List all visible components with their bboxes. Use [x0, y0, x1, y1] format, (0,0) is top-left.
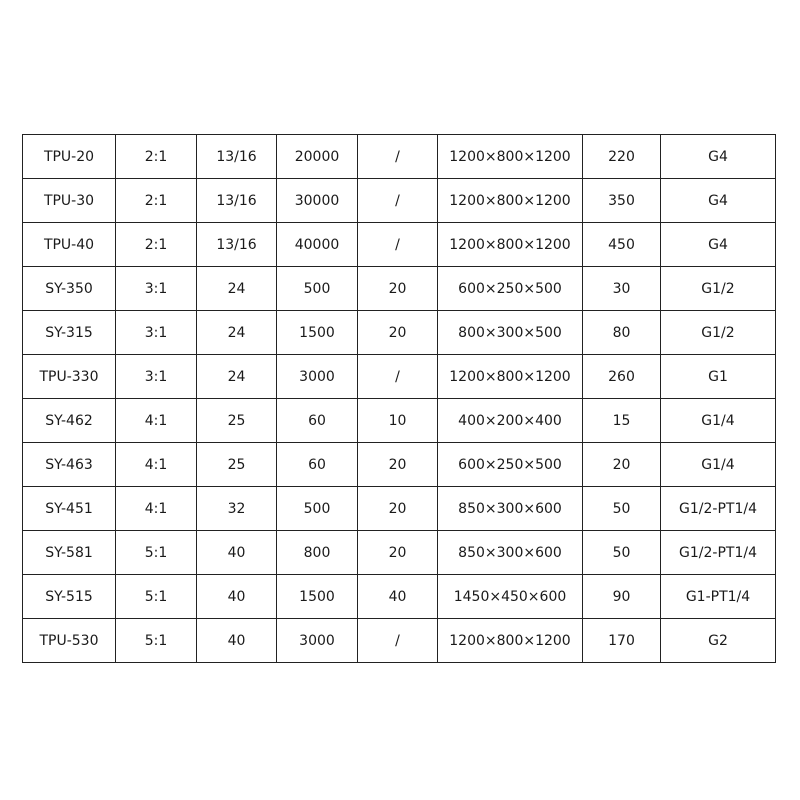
table-row	[23, 575, 776, 619]
weight-cell: 170	[583, 619, 661, 663]
volume-cell: 500	[277, 267, 358, 311]
model-cell: SY-515	[23, 575, 116, 619]
dimensions-cell: 600×250×500	[438, 443, 583, 487]
model-cell: TPU-30	[23, 179, 116, 223]
model-cell: SY-462	[23, 399, 116, 443]
size-cell: 40	[197, 531, 277, 575]
count-cell: /	[358, 223, 438, 267]
table-row	[23, 531, 776, 575]
dimensions-cell: 850×300×600	[438, 487, 583, 531]
table-row	[23, 311, 776, 355]
weight-cell: 80	[583, 311, 661, 355]
size-cell: 24	[197, 311, 277, 355]
dimensions-cell: 400×200×400	[438, 399, 583, 443]
port-cell: G1	[661, 355, 776, 399]
ratio-cell: 3:1	[116, 311, 197, 355]
volume-cell: 60	[277, 399, 358, 443]
count-cell: 20	[358, 443, 438, 487]
weight-cell: 220	[583, 135, 661, 179]
count-cell: 20	[358, 487, 438, 531]
weight-cell: 15	[583, 399, 661, 443]
port-cell: G4	[661, 223, 776, 267]
ratio-cell: 3:1	[116, 355, 197, 399]
dimensions-cell: 1200×800×1200	[438, 135, 583, 179]
weight-cell: 260	[583, 355, 661, 399]
port-cell: G1/4	[661, 443, 776, 487]
count-cell: 40	[358, 575, 438, 619]
ratio-cell: 5:1	[116, 575, 197, 619]
dimensions-cell: 1450×450×600	[438, 575, 583, 619]
model-cell: SY-315	[23, 311, 116, 355]
model-cell: SY-350	[23, 267, 116, 311]
spec-table	[22, 134, 776, 663]
port-cell: G4	[661, 135, 776, 179]
count-cell: /	[358, 135, 438, 179]
table-row	[23, 223, 776, 267]
weight-cell: 90	[583, 575, 661, 619]
size-cell: 32	[197, 487, 277, 531]
dimensions-cell: 600×250×500	[438, 267, 583, 311]
size-cell: 24	[197, 355, 277, 399]
dimensions-cell: 1200×800×1200	[438, 179, 583, 223]
volume-cell: 3000	[277, 355, 358, 399]
port-cell: G1/2-PT1/4	[661, 487, 776, 531]
size-cell: 40	[197, 575, 277, 619]
dimensions-cell: 850×300×600	[438, 531, 583, 575]
size-cell: 13/16	[197, 179, 277, 223]
ratio-cell: 4:1	[116, 443, 197, 487]
table-row	[23, 619, 776, 663]
size-cell: 25	[197, 399, 277, 443]
ratio-cell: 5:1	[116, 531, 197, 575]
weight-cell: 50	[583, 487, 661, 531]
port-cell: G1/2	[661, 311, 776, 355]
model-cell: SY-581	[23, 531, 116, 575]
volume-cell: 20000	[277, 135, 358, 179]
dimensions-cell: 1200×800×1200	[438, 223, 583, 267]
count-cell: 20	[358, 311, 438, 355]
model-cell: TPU-530	[23, 619, 116, 663]
volume-cell: 800	[277, 531, 358, 575]
table-row	[23, 135, 776, 179]
volume-cell: 500	[277, 487, 358, 531]
model-cell: TPU-40	[23, 223, 116, 267]
weight-cell: 50	[583, 531, 661, 575]
size-cell: 25	[197, 443, 277, 487]
weight-cell: 20	[583, 443, 661, 487]
table-row	[23, 267, 776, 311]
volume-cell: 30000	[277, 179, 358, 223]
volume-cell: 40000	[277, 223, 358, 267]
model-cell: SY-463	[23, 443, 116, 487]
size-cell: 13/16	[197, 223, 277, 267]
ratio-cell: 2:1	[116, 223, 197, 267]
model-cell: TPU-330	[23, 355, 116, 399]
model-cell: SY-451	[23, 487, 116, 531]
port-cell: G1/2	[661, 267, 776, 311]
dimensions-cell: 800×300×500	[438, 311, 583, 355]
table-row	[23, 399, 776, 443]
weight-cell: 350	[583, 179, 661, 223]
count-cell: /	[358, 179, 438, 223]
table-row	[23, 179, 776, 223]
port-cell: G1/2-PT1/4	[661, 531, 776, 575]
count-cell: 10	[358, 399, 438, 443]
size-cell: 24	[197, 267, 277, 311]
table-row	[23, 443, 776, 487]
port-cell: G4	[661, 179, 776, 223]
size-cell: 13/16	[197, 135, 277, 179]
volume-cell: 3000	[277, 619, 358, 663]
table-body	[23, 135, 776, 663]
port-cell: G2	[661, 619, 776, 663]
model-cell: TPU-20	[23, 135, 116, 179]
dimensions-cell: 1200×800×1200	[438, 619, 583, 663]
ratio-cell: 4:1	[116, 399, 197, 443]
volume-cell: 60	[277, 443, 358, 487]
count-cell: 20	[358, 531, 438, 575]
table-row	[23, 487, 776, 531]
weight-cell: 30	[583, 267, 661, 311]
weight-cell: 450	[583, 223, 661, 267]
ratio-cell: 2:1	[116, 135, 197, 179]
port-cell: G1-PT1/4	[661, 575, 776, 619]
volume-cell: 1500	[277, 575, 358, 619]
size-cell: 40	[197, 619, 277, 663]
ratio-cell: 5:1	[116, 619, 197, 663]
port-cell: G1/4	[661, 399, 776, 443]
ratio-cell: 2:1	[116, 179, 197, 223]
volume-cell: 1500	[277, 311, 358, 355]
count-cell: /	[358, 355, 438, 399]
ratio-cell: 4:1	[116, 487, 197, 531]
count-cell: 20	[358, 267, 438, 311]
ratio-cell: 3:1	[116, 267, 197, 311]
table-row	[23, 355, 776, 399]
dimensions-cell: 1200×800×1200	[438, 355, 583, 399]
count-cell: /	[358, 619, 438, 663]
